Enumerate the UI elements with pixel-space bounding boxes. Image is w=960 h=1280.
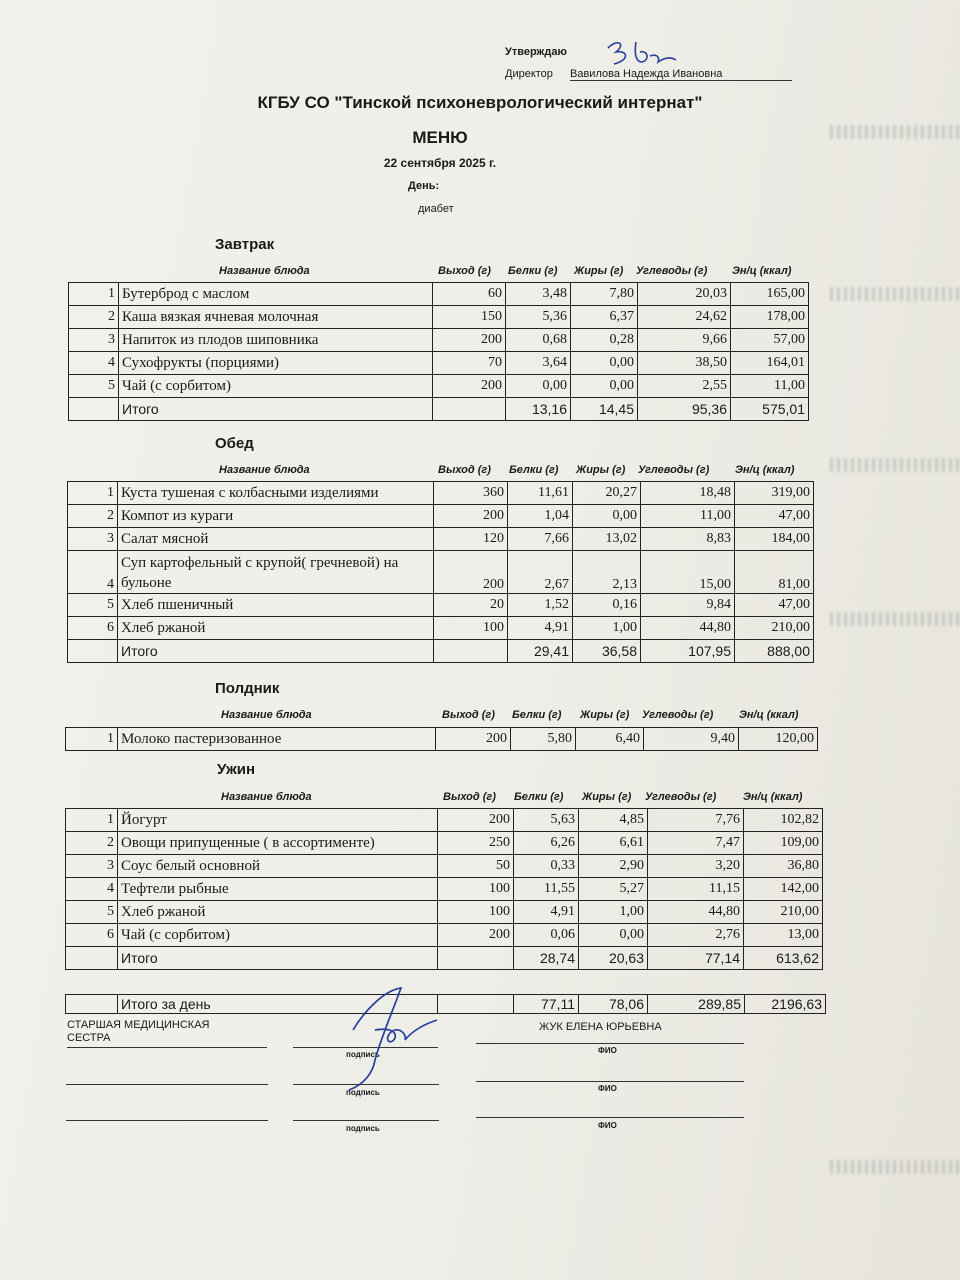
dish-energy: 47,00: [735, 505, 814, 528]
dish-energy: 57,00: [731, 329, 809, 352]
dish-yield: 200: [438, 924, 514, 947]
dish-yield: 100: [434, 617, 508, 640]
table-row: [68, 551, 814, 594]
dish-carbs: 7,76: [648, 809, 744, 832]
director-name: Вавилова Надежда Ивановна: [570, 68, 792, 81]
dish-carbs: 2,76: [648, 924, 744, 947]
dish-yield: 60: [433, 283, 506, 306]
dish-carbs: 2,55: [638, 375, 731, 398]
dish-carbs: 11,15: [648, 878, 744, 901]
dish-name: Салат мясной: [118, 528, 434, 551]
dish-energy: 120,00: [739, 728, 818, 751]
dish-yield: 250: [438, 832, 514, 855]
col-fat: Жиры (г): [574, 265, 624, 277]
dish-name: Суп картофельный с крупой( гречневой) на бульоне: [118, 551, 434, 594]
signature-line-3: [293, 1120, 439, 1121]
total-carbs: 107,95: [641, 640, 735, 663]
dish-carbs: 3,20: [648, 855, 744, 878]
dish-name: Каша вязкая ячневая молочная: [119, 306, 433, 329]
col-energy: Эн/ц (ккал): [743, 791, 803, 803]
dish-protein: 5,36: [506, 306, 571, 329]
dish-carbs: 11,00: [641, 505, 735, 528]
dish-protein: 0,00: [506, 375, 571, 398]
section-title-dinner: Ужин: [217, 761, 256, 778]
dish-name: Хлеб ржаной: [118, 901, 438, 924]
total-label: Итого: [119, 398, 433, 421]
dish-yield: 200: [434, 551, 508, 594]
dish-name: Чай (с сорбитом): [118, 924, 438, 947]
dish-yield: 200: [438, 809, 514, 832]
total-label: Итого: [118, 640, 434, 663]
dish-carbs: 7,47: [648, 832, 744, 855]
signature-caption-2: подпись: [346, 1088, 380, 1097]
dish-protein: 0,06: [514, 924, 579, 947]
dish-fat: 13,02: [573, 528, 641, 551]
table-row: [66, 901, 823, 924]
total-fat: 14,45: [571, 398, 638, 421]
row-number: 3: [66, 855, 118, 878]
dish-name: Хлеб ржаной: [118, 617, 434, 640]
col-protein: Белки (г): [514, 791, 564, 803]
col-yield: Выход (г): [438, 464, 491, 476]
dish-energy: 36,80: [744, 855, 823, 878]
row-number: 1: [69, 283, 119, 306]
role-line-3: [66, 1120, 268, 1121]
dish-yield: 200: [433, 375, 506, 398]
dish-yield: 20: [434, 594, 508, 617]
dish-name: Сухофрукты (порциями): [119, 352, 433, 375]
col-protein: Белки (г): [512, 709, 562, 721]
row-number: 2: [68, 505, 118, 528]
dish-protein: 3,48: [506, 283, 571, 306]
dish-name: Овощи припущенные ( в ассортименте): [118, 832, 438, 855]
row-number: 1: [66, 728, 118, 751]
approve-label: Утверждаю: [505, 46, 567, 58]
role-line-2: [66, 1084, 268, 1085]
dish-protein: 2,67: [508, 551, 573, 594]
row-number: 2: [69, 306, 119, 329]
dish-energy: 81,00: [735, 551, 814, 594]
organization-name: КГБУ СО "Тинской психоневрологический интернат": [257, 93, 703, 112]
col-name: Название блюда: [221, 791, 312, 803]
col-carbs: Углеводы (г): [638, 464, 710, 476]
dish-yield: 200: [433, 329, 506, 352]
dish-name: Бутерброд с маслом: [119, 283, 433, 306]
dish-fat: 0,16: [573, 594, 641, 617]
total-protein: 28,74: [514, 947, 579, 970]
day-label: День:: [408, 180, 440, 192]
col-energy: Эн/ц (ккал): [732, 265, 792, 277]
row-number: 6: [66, 924, 118, 947]
dish-fat: 1,00: [579, 901, 648, 924]
day-total-protein: 77,11: [514, 995, 579, 1014]
col-protein: Белки (г): [508, 265, 558, 277]
dish-yield: 100: [438, 901, 514, 924]
dish-yield: 120: [434, 528, 508, 551]
table-row: [69, 283, 809, 306]
dish-name: Компот из кураги: [118, 505, 434, 528]
dish-fat: 1,00: [573, 617, 641, 640]
table-row: [66, 878, 823, 901]
dish-protein: 1,04: [508, 505, 573, 528]
dish-name: Хлеб пшеничный: [118, 594, 434, 617]
row-number: 5: [68, 594, 118, 617]
dish-carbs: 38,50: [638, 352, 731, 375]
dish-energy: 165,00: [731, 283, 809, 306]
col-energy: Эн/ц (ккал): [735, 464, 795, 476]
col-yield: Выход (г): [442, 709, 495, 721]
dish-fat: 2,13: [573, 551, 641, 594]
fio-caption-1: ФИО: [598, 1046, 617, 1055]
dish-fat: 0,00: [573, 505, 641, 528]
table-row: [69, 306, 809, 329]
director-signature: [600, 36, 680, 70]
total-protein: 13,16: [506, 398, 571, 421]
fio-caption-2: ФИО: [598, 1084, 617, 1093]
fio-line-1: [476, 1043, 744, 1044]
dish-yield: 200: [434, 505, 508, 528]
dish-name: Йогурт: [118, 809, 438, 832]
total-energy: 888,00: [735, 640, 814, 663]
total-energy: 613,62: [744, 947, 823, 970]
dish-fat: 0,00: [571, 352, 638, 375]
lunch-table: [67, 481, 814, 663]
dish-energy: 11,00: [731, 375, 809, 398]
menu-date: 22 сентября 2025 г.: [383, 156, 497, 170]
total-row: [68, 640, 814, 663]
director-label: Директор: [505, 68, 553, 80]
dish-protein: 11,61: [508, 482, 573, 505]
dish-protein: 3,64: [506, 352, 571, 375]
fio-line-3: [476, 1117, 744, 1118]
row-number: 5: [69, 375, 119, 398]
dish-yield: 70: [433, 352, 506, 375]
fio-caption-3: ФИО: [598, 1121, 617, 1130]
signer-role: СТАРШАЯ МЕДИЦИНСКАЯ СЕСТРА: [67, 1019, 210, 1044]
dinner-table: [65, 808, 823, 970]
dish-fat: 6,40: [576, 728, 644, 751]
dish-carbs: 20,03: [638, 283, 731, 306]
section-title-snack: Полдник: [215, 680, 280, 697]
dish-carbs: 8,83: [641, 528, 735, 551]
total-protein: 29,41: [508, 640, 573, 663]
table-row: [66, 832, 823, 855]
day-total-table: [65, 994, 826, 1014]
table-row: [68, 594, 814, 617]
dish-energy: 210,00: [744, 901, 823, 924]
col-fat: Жиры (г): [582, 791, 632, 803]
fio-line-2: [476, 1081, 744, 1082]
dish-carbs: 15,00: [641, 551, 735, 594]
signature-caption-3: подпись: [346, 1124, 380, 1133]
table-row: [66, 728, 818, 751]
signature-caption-1: подпись: [346, 1050, 380, 1059]
dish-energy: 13,00: [744, 924, 823, 947]
dish-yield: 200: [436, 728, 511, 751]
dish-protein: 5,80: [511, 728, 576, 751]
menu-title: МЕНЮ: [412, 128, 468, 147]
dish-protein: 7,66: [508, 528, 573, 551]
signer-name: ЖУК ЕЛЕНА ЮРЬЕВНА: [539, 1021, 662, 1033]
col-protein: Белки (г): [509, 464, 559, 476]
row-number: 2: [66, 832, 118, 855]
dish-carbs: 9,84: [641, 594, 735, 617]
dish-energy: 319,00: [735, 482, 814, 505]
dish-fat: 2,90: [579, 855, 648, 878]
dish-protein: 11,55: [514, 878, 579, 901]
dish-yield: 100: [438, 878, 514, 901]
edge-smudge: [830, 287, 960, 301]
dish-energy: 164,01: [731, 352, 809, 375]
col-fat: Жиры (г): [580, 709, 630, 721]
col-carbs: Углеводы (г): [642, 709, 714, 721]
table-row: [66, 855, 823, 878]
day-total-label: Итого за день: [118, 995, 438, 1014]
table-row: [66, 809, 823, 832]
dish-protein: 5,63: [514, 809, 579, 832]
breakfast-table: [68, 282, 809, 421]
col-name: Название блюда: [219, 464, 310, 476]
col-fat: Жиры (г): [576, 464, 626, 476]
row-number: 6: [68, 617, 118, 640]
row-number: 1: [68, 482, 118, 505]
dish-protein: 4,91: [508, 617, 573, 640]
day-total-energy: 2196,63: [745, 995, 826, 1014]
role-line: [67, 1047, 267, 1048]
col-carbs: Углеводы (г): [645, 791, 717, 803]
dish-energy: 210,00: [735, 617, 814, 640]
total-fat: 36,58: [573, 640, 641, 663]
dish-fat: 6,61: [579, 832, 648, 855]
table-row: [69, 329, 809, 352]
dish-carbs: 9,66: [638, 329, 731, 352]
snack-table: [65, 727, 818, 751]
dish-yield: 360: [434, 482, 508, 505]
day-total-fat: 78,06: [579, 995, 648, 1014]
col-name: Название блюда: [219, 265, 310, 277]
dish-name: Тефтели рыбные: [118, 878, 438, 901]
row-number: 3: [68, 528, 118, 551]
section-title-breakfast: Завтрак: [215, 236, 275, 253]
edge-smudge: [830, 612, 960, 626]
table-row: [68, 505, 814, 528]
table-row: [68, 482, 814, 505]
total-energy: 575,01: [731, 398, 809, 421]
dish-energy: 184,00: [735, 528, 814, 551]
table-row: [68, 528, 814, 551]
dish-protein: 6,26: [514, 832, 579, 855]
dish-name: Напиток из плодов шиповника: [119, 329, 433, 352]
dish-protein: 1,52: [508, 594, 573, 617]
edge-smudge: [830, 125, 960, 139]
col-yield: Выход (г): [438, 265, 491, 277]
col-yield: Выход (г): [443, 791, 496, 803]
col-name: Название блюда: [221, 709, 312, 721]
dish-carbs: 24,62: [638, 306, 731, 329]
row-number: 1: [66, 809, 118, 832]
edge-smudge: [830, 1160, 960, 1174]
row-number: 3: [69, 329, 119, 352]
row-number: 4: [66, 878, 118, 901]
dish-name: Куста тушеная с колбасными изделиями: [118, 482, 434, 505]
table-row: [66, 924, 823, 947]
dish-energy: 47,00: [735, 594, 814, 617]
dish-carbs: 9,40: [644, 728, 739, 751]
dish-energy: 109,00: [744, 832, 823, 855]
dish-carbs: 18,48: [641, 482, 735, 505]
nurse-signature: [335, 980, 445, 1095]
table-row: [69, 375, 809, 398]
dish-fat: 20,27: [573, 482, 641, 505]
dish-protein: 0,68: [506, 329, 571, 352]
dish-protein: 4,91: [514, 901, 579, 924]
total-fat: 20,63: [579, 947, 648, 970]
dish-yield: 150: [433, 306, 506, 329]
dish-fat: 4,85: [579, 809, 648, 832]
dish-yield: 50: [438, 855, 514, 878]
dish-energy: 102,82: [744, 809, 823, 832]
dish-fat: 0,28: [571, 329, 638, 352]
day-total-carbs: 289,85: [648, 995, 745, 1014]
total-label: Итого: [118, 947, 438, 970]
dish-energy: 142,00: [744, 878, 823, 901]
dish-fat: 0,00: [579, 924, 648, 947]
table-row: [68, 617, 814, 640]
col-carbs: Углеводы (г): [636, 265, 708, 277]
dish-name: Соус белый основной: [118, 855, 438, 878]
row-number: 4: [68, 551, 118, 594]
dish-name: Молоко пастеризованное: [118, 728, 436, 751]
row-number: 4: [69, 352, 119, 375]
total-carbs: 77,14: [648, 947, 744, 970]
total-row: [66, 947, 823, 970]
table-row: [69, 352, 809, 375]
row-number: 5: [66, 901, 118, 924]
section-title-lunch: Обед: [215, 435, 254, 452]
day-total-row: [66, 995, 826, 1014]
total-row: [69, 398, 809, 421]
edge-smudge: [830, 458, 960, 472]
dish-fat: 6,37: [571, 306, 638, 329]
dish-name: Чай (с сорбитом): [119, 375, 433, 398]
dish-carbs: 44,80: [648, 901, 744, 924]
total-carbs: 95,36: [638, 398, 731, 421]
dish-fat: 5,27: [579, 878, 648, 901]
dish-carbs: 44,80: [641, 617, 735, 640]
dish-protein: 0,33: [514, 855, 579, 878]
dish-fat: 7,80: [571, 283, 638, 306]
dish-energy: 178,00: [731, 306, 809, 329]
col-energy: Эн/ц (ккал): [739, 709, 799, 721]
diet-type: диабет: [418, 203, 454, 215]
dish-fat: 0,00: [571, 375, 638, 398]
